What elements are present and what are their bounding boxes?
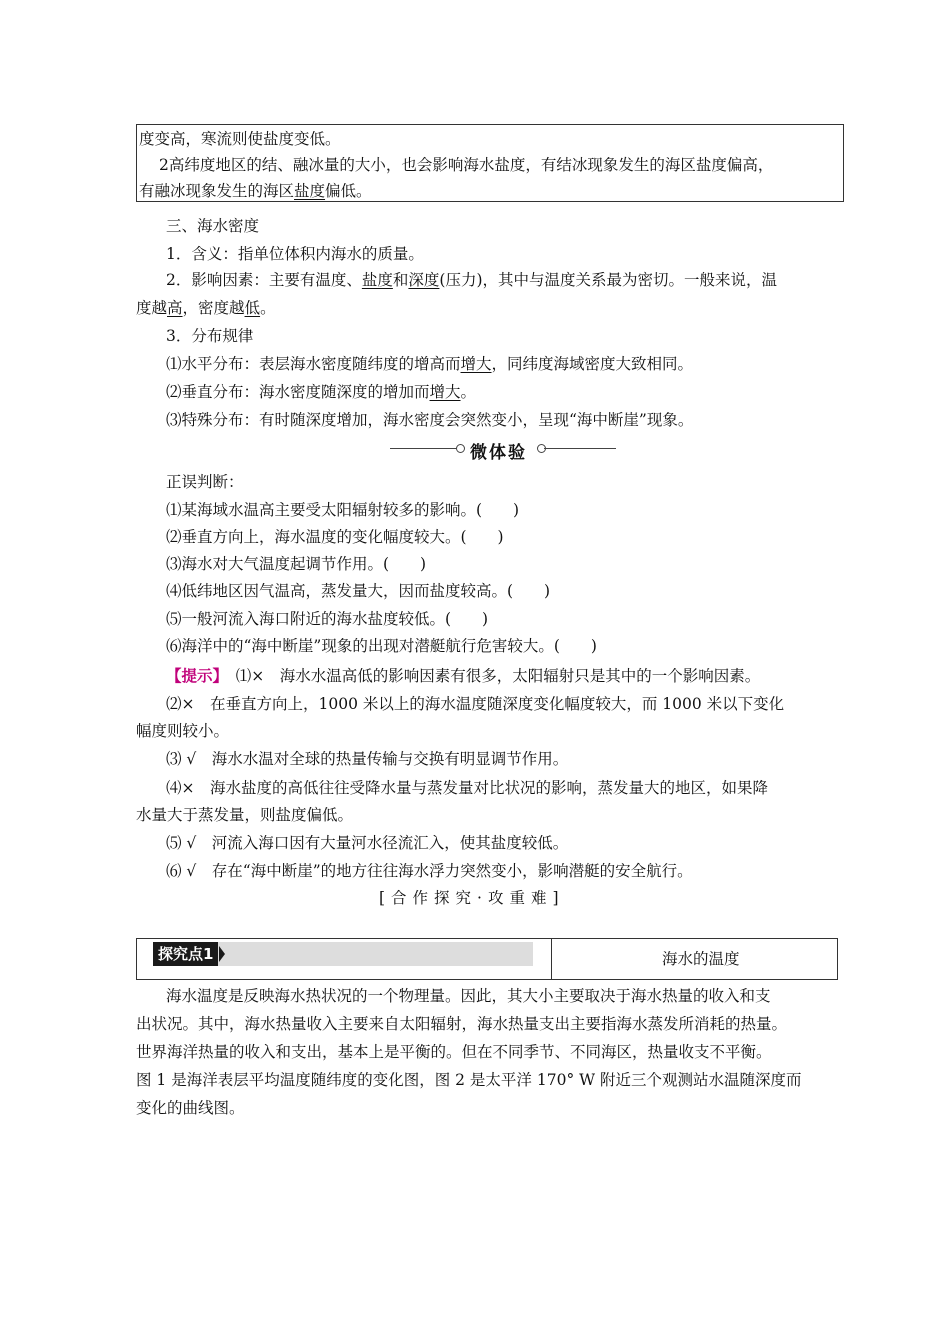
density-item-2: 2．影响因素：主要有温度、盐度和深度(压力)，其中与温度关系最为密切。一般来说，温 [166, 271, 778, 289]
answer-1: 【提示】 ⑴× 海水水温高低的影响因素有很多，太阳辐射只是其中的一个影响因素。 [166, 666, 761, 685]
question-3: ⑶海水对大气温度起调节作用。( ) [166, 555, 427, 573]
tag-arrow-icon [219, 946, 225, 962]
answer-4-cont: 水量大于蒸发量，则盐度偏低。 [136, 806, 354, 824]
density-sub-2: ⑵垂直分布：海水密度随深度的增加而增大。 [166, 383, 477, 401]
body-paragraph-line-5: 变化的曲线图。 [136, 1099, 245, 1117]
experience-title: 微体验 [470, 443, 527, 463]
box-line-2: 2高纬度地区的结、融冰量的大小，也会影响海水盐度，有结冰现象发生的海区盐度偏高， [159, 156, 774, 174]
table-divider [551, 939, 552, 979]
divider-dot-left-icon [456, 444, 465, 453]
probe-header-table [136, 938, 838, 980]
density-sub-1: ⑴水平分布：表层海水密度随纬度的增高而增大，同纬度海域密度大致相同。 [166, 355, 694, 373]
answer-6: ⑹ √ 存在“海中断崖”的地方往往海水浮力突然变小，影响潜艇的安全航行。 [166, 862, 693, 880]
density-item-2-cont: 度越高，密度越低。 [136, 299, 276, 317]
body-paragraph-line-1: 海水温度是反映海水热状况的一个物理量。因此，其大小主要取决于海水热量的收入和支 [166, 987, 771, 1005]
divider-line-right [544, 448, 616, 449]
box-line-3: 有融冰现象发生的海区盐度偏低。 [139, 182, 372, 200]
probe-topic: 海水的温度 [662, 950, 740, 968]
body-paragraph-line-3: 世界海洋热量的收入和支出，基本上是平衡的。但在不同季节、不同海区，热量收支不平衡。 [136, 1043, 772, 1061]
question-6: ⑹海洋中的“海中断崖”现象的出现对潜艇航行危害较大。( ) [166, 637, 597, 655]
density-sub-3: ⑶特殊分布：有时随深度增加，海水密度会突然变小，呈现“海中断崖”现象。 [166, 411, 694, 429]
answer-2: ⑵× 在垂直方向上，1000 米以上的海水温度随深度变化幅度较大，而 1000 米以下变化 [166, 695, 785, 713]
question-4: ⑷低纬地区因气温高，蒸发量大，因而盐度较高。( ) [166, 582, 551, 600]
answer-4: ⑷× 海水盐度的高低往往受降水量与蒸发量对比状况的影响，蒸发量大的地区，如果降 [166, 779, 768, 797]
experience-divider [390, 438, 616, 463]
answer-5: ⑸ √ 河流入海口因有大量河水径流汇入，使其盐度较低。 [166, 834, 569, 852]
density-item-3: 3．分布规律 [166, 327, 254, 345]
body-paragraph-line-2: 出状况。其中，海水热量收入主要来自太阳辐射，海水热量支出主要指海水蒸发所消耗的热量。 [136, 1015, 788, 1033]
density-heading: 三、海水密度 [166, 217, 260, 235]
answer-3: ⑶ √ 海水水温对全球的热量传输与交换有明显调节作用。 [166, 750, 569, 768]
question-1: ⑴某海域水温高主要受太阳辐射较多的影响。( ) [166, 501, 520, 519]
judgement-prompt: 正误判断： [166, 473, 244, 491]
body-paragraph-line-4: 图 1 是海洋表层平均温度随纬度的变化图，图 2 是太平洋 170° W 附近三个观测站水温随深度而 [136, 1071, 802, 1089]
divider-line-left [390, 448, 458, 449]
density-item-1: 1．含义：指单位体积内海水的质量。 [166, 245, 424, 263]
hint-label: 【提示】 [166, 666, 221, 685]
probe-tag: 探究点1 [153, 942, 218, 966]
question-5: ⑸一般河流入海口附近的海水盐度较低。( ) [166, 610, 489, 628]
answer-2-cont: 幅度则较小。 [136, 722, 230, 740]
question-2: ⑵垂直方向上，海水温度的变化幅度较大。( ) [166, 528, 504, 546]
probe-label-bar [153, 942, 533, 966]
boxed-note [136, 124, 844, 202]
box-line-1: 度变高，寒流则使盐度变低。 [139, 130, 341, 148]
section-heading: [合作探究·攻重难] [379, 889, 565, 907]
